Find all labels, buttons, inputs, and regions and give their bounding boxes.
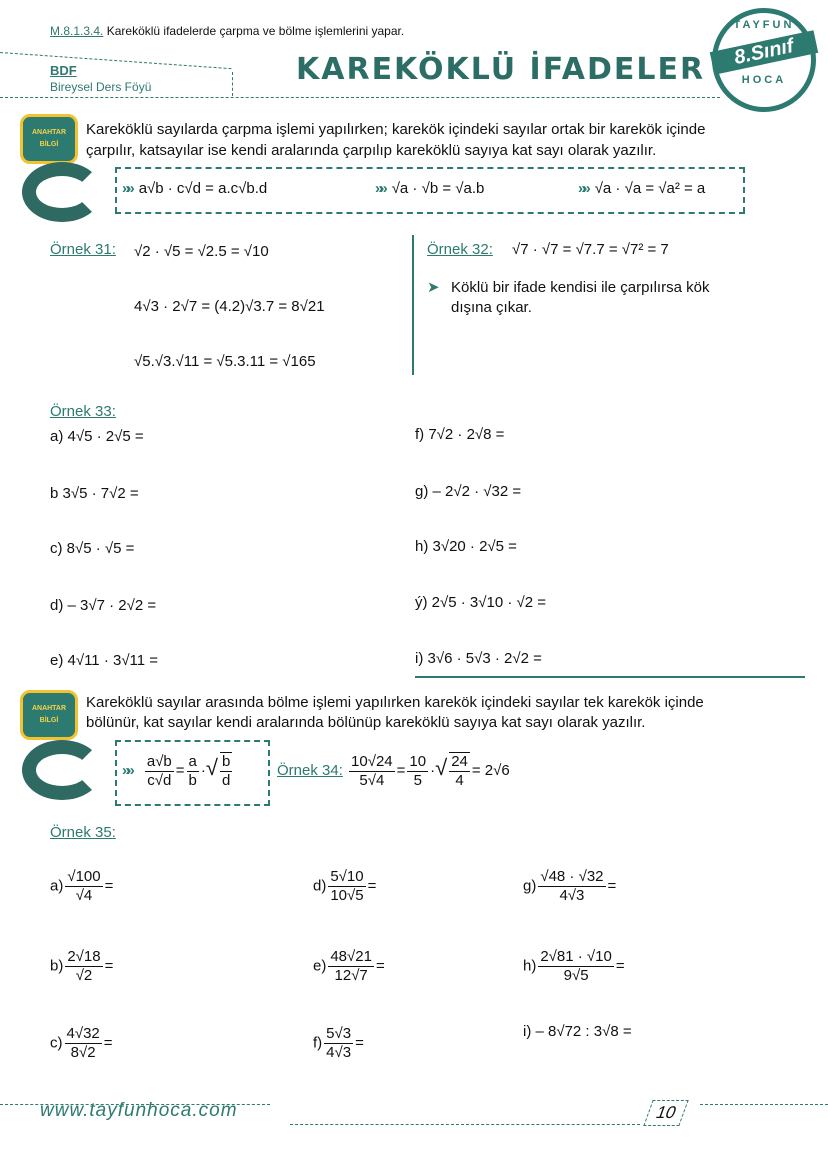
exercise bbox=[50, 1025, 113, 1062]
exercise bbox=[523, 1023, 632, 1040]
rule-3 bbox=[578, 180, 705, 197]
divide-rule: »» $\frac{a√b}{c√d}$ = $\frac{a}{b}$ ·√ $\frac{b}{d}$ bbox=[122, 752, 231, 789]
exercise: ý) 2√5 · 3√10 · √2 = bbox=[415, 594, 547, 611]
stamp-bottom: HOCA bbox=[741, 74, 787, 86]
exercise: c) 8√5 · √5 = bbox=[50, 540, 135, 557]
arrow-right-icon: ➤ bbox=[427, 279, 440, 296]
info-line: Kareköklü sayılarda çarpma işlemi yapılırken; karekök içindeki sayılar ortak bir karekök içinde bbox=[86, 121, 706, 138]
fraction: $\frac{b}{d}$ bbox=[221, 753, 231, 789]
example-32-note bbox=[427, 278, 709, 318]
item-prefix: f) bbox=[313, 1034, 323, 1052]
example-32-label: Örnek 32: bbox=[427, 241, 493, 258]
divide-info bbox=[86, 693, 704, 733]
example-34-label: Örnek 34: bbox=[277, 761, 343, 779]
exercise bbox=[313, 868, 376, 905]
info-line: Kareköklü sayılar arasında bölme işlemi yapılırken karekök içindeki sayılar tek karekök içinde bbox=[86, 694, 704, 711]
equals: = bbox=[607, 877, 617, 895]
divider bbox=[290, 1124, 640, 1125]
example-31-line: 4√3 · 2√7 = (4.2)√3.7 = 8√21 bbox=[134, 298, 325, 315]
fraction: $\frac{4√32}{8√2}$ bbox=[66, 1025, 100, 1061]
objective-text: Kareköklü ifadelerde çarpma ve bölme işlemlerini yapar. bbox=[106, 24, 405, 38]
objective bbox=[50, 24, 404, 38]
website-link[interactable]: www.tayfunhoca.com bbox=[40, 1100, 238, 1121]
exercise bbox=[313, 948, 385, 985]
exercise: f) 7√2 · 2√8 = bbox=[415, 426, 505, 443]
exercise: i) 3√6 · 5√3 · 2√2 = bbox=[415, 650, 542, 667]
chevron-icon: »» bbox=[122, 761, 131, 779]
exercise: b 3√5 · 7√2 = bbox=[50, 485, 139, 502]
fraction: $\frac{√48 \cdot √32}{4√3}$ bbox=[540, 868, 604, 904]
fraction: $\frac{√100}{√4}$ bbox=[67, 868, 101, 904]
divider bbox=[115, 212, 745, 214]
fraction: $\frac{2√81 \cdot √10}{9√5}$ bbox=[540, 948, 612, 984]
header-divider bbox=[0, 97, 720, 98]
chevron-icon: »» bbox=[375, 180, 384, 197]
key-info-icon: ANAHTAR BİLGİ bbox=[20, 690, 78, 740]
item-prefix: g) bbox=[523, 877, 537, 895]
column-divider bbox=[412, 235, 414, 375]
exercise: d) – 3√7 · 2√2 = bbox=[50, 597, 157, 614]
divider bbox=[232, 72, 233, 96]
page-number: 10 bbox=[643, 1100, 688, 1126]
item-prefix: b) bbox=[50, 957, 64, 975]
exercise bbox=[523, 948, 625, 985]
stamp-top: TAYFUN bbox=[733, 19, 795, 31]
divider bbox=[0, 52, 231, 69]
equals: = bbox=[104, 877, 114, 895]
bdf-label: BDF bbox=[50, 63, 77, 78]
rule-text: √a · √a = √a² = a bbox=[594, 180, 706, 197]
curved-arrow-icon bbox=[22, 162, 102, 222]
exercise bbox=[523, 868, 616, 905]
exercise: a) 4√5 · 2√5 = bbox=[50, 428, 144, 445]
note-line: Köklü bir ifade kendisi ile çarpılırsa kök bbox=[451, 279, 710, 296]
item-prefix: e) bbox=[313, 957, 327, 975]
chevron-icon: »» bbox=[578, 180, 587, 197]
stamp-logo bbox=[712, 8, 816, 112]
example-31-line: √5.√3.√11 = √5.3.11 = √165 bbox=[134, 353, 316, 370]
info-line: çarpılır, katsayılar ise kendi aralarında çarpılıp kareköklü sayıya kat sayı olarak yazılır. bbox=[86, 142, 657, 159]
divider bbox=[700, 1104, 828, 1105]
fraction: $\frac{10√24}{5√4}$ bbox=[351, 752, 393, 789]
equals: = bbox=[615, 957, 625, 975]
exercise: e) 4√11 · 3√11 = bbox=[50, 652, 159, 669]
fraction: $\frac{a√b}{c√d}$ bbox=[146, 752, 172, 789]
root-sign: √ bbox=[205, 754, 218, 780]
exercise: g) – 2√2 · √32 = bbox=[415, 483, 522, 500]
curved-arrow-icon bbox=[22, 740, 102, 800]
objective-code: M.8.1.3.4. bbox=[50, 24, 104, 38]
fraction: $\frac{5√3}{4√3}$ bbox=[326, 1025, 352, 1061]
rule-2 bbox=[375, 180, 484, 197]
example-31-line: √2 · √5 = √2.5 = √10 bbox=[134, 243, 269, 260]
example-31-label: Örnek 31: bbox=[50, 241, 116, 258]
bdf-full: Bireysel Ders Föyü bbox=[50, 80, 152, 94]
root-sign: √ bbox=[435, 754, 448, 780]
fraction: $\frac{48√21}{12√7}$ bbox=[330, 948, 372, 984]
fraction: $\frac{10}{5}$ bbox=[409, 752, 427, 789]
example-35-label: Örnek 35: bbox=[50, 824, 116, 841]
example-34: Örnek 34: $\frac{10√24}{5√4}$ = $\frac{10}{5}$ ·√ $\frac{24}{4}$ = 2√6 bbox=[277, 752, 510, 789]
item-prefix: c) bbox=[50, 1034, 63, 1052]
fraction: $\frac{5√10}{10√5}$ bbox=[330, 868, 364, 904]
multiply-info bbox=[86, 119, 705, 161]
equals: = bbox=[367, 877, 377, 895]
item-prefix: a) bbox=[50, 877, 64, 895]
note-line: dışına çıkar. bbox=[451, 299, 532, 316]
equals: = bbox=[104, 957, 114, 975]
stamp-middle: 8.Sınıf bbox=[710, 30, 818, 75]
info-line: bölünür, kat sayılar kendi aralarında bölünüp kareköklü sayıya kat sayı olarak yazılır. bbox=[86, 714, 646, 731]
rule-text: √a · √b = √a.b bbox=[391, 180, 485, 197]
exercise: h) 3√20 · 2√5 = bbox=[415, 538, 517, 555]
item-prefix: h) bbox=[523, 957, 537, 975]
equals: = bbox=[375, 957, 385, 975]
exercise bbox=[50, 948, 113, 985]
divider bbox=[115, 167, 745, 169]
example-32-expr: √7 · √7 = √7.7 = √7² = 7 bbox=[512, 241, 669, 258]
exercise bbox=[313, 1025, 364, 1062]
fraction: $\frac{2√18}{√2}$ bbox=[67, 948, 101, 984]
equals: = bbox=[103, 1034, 113, 1052]
section-divider bbox=[415, 676, 805, 678]
fraction: $\frac{24}{4}$ bbox=[451, 753, 468, 789]
rule-text: a√b · c√d = a.c√b.d bbox=[138, 180, 268, 197]
item-text: i) – 8√72 : 3√8 = bbox=[523, 1023, 632, 1040]
rule-1 bbox=[122, 180, 267, 197]
item-prefix: d) bbox=[313, 877, 327, 895]
example-33-label: Örnek 33: bbox=[50, 403, 116, 420]
equals: = bbox=[355, 1034, 364, 1052]
chevron-icon: »» bbox=[122, 180, 131, 197]
key-info-icon: ANAHTAR BİLGİ bbox=[20, 114, 78, 164]
exercise bbox=[50, 868, 113, 905]
result: = 2√6 bbox=[471, 761, 510, 779]
page-title: KAREKÖKLÜ İFADELER bbox=[296, 52, 706, 87]
fraction: $\frac{a}{b}$ bbox=[188, 752, 197, 789]
